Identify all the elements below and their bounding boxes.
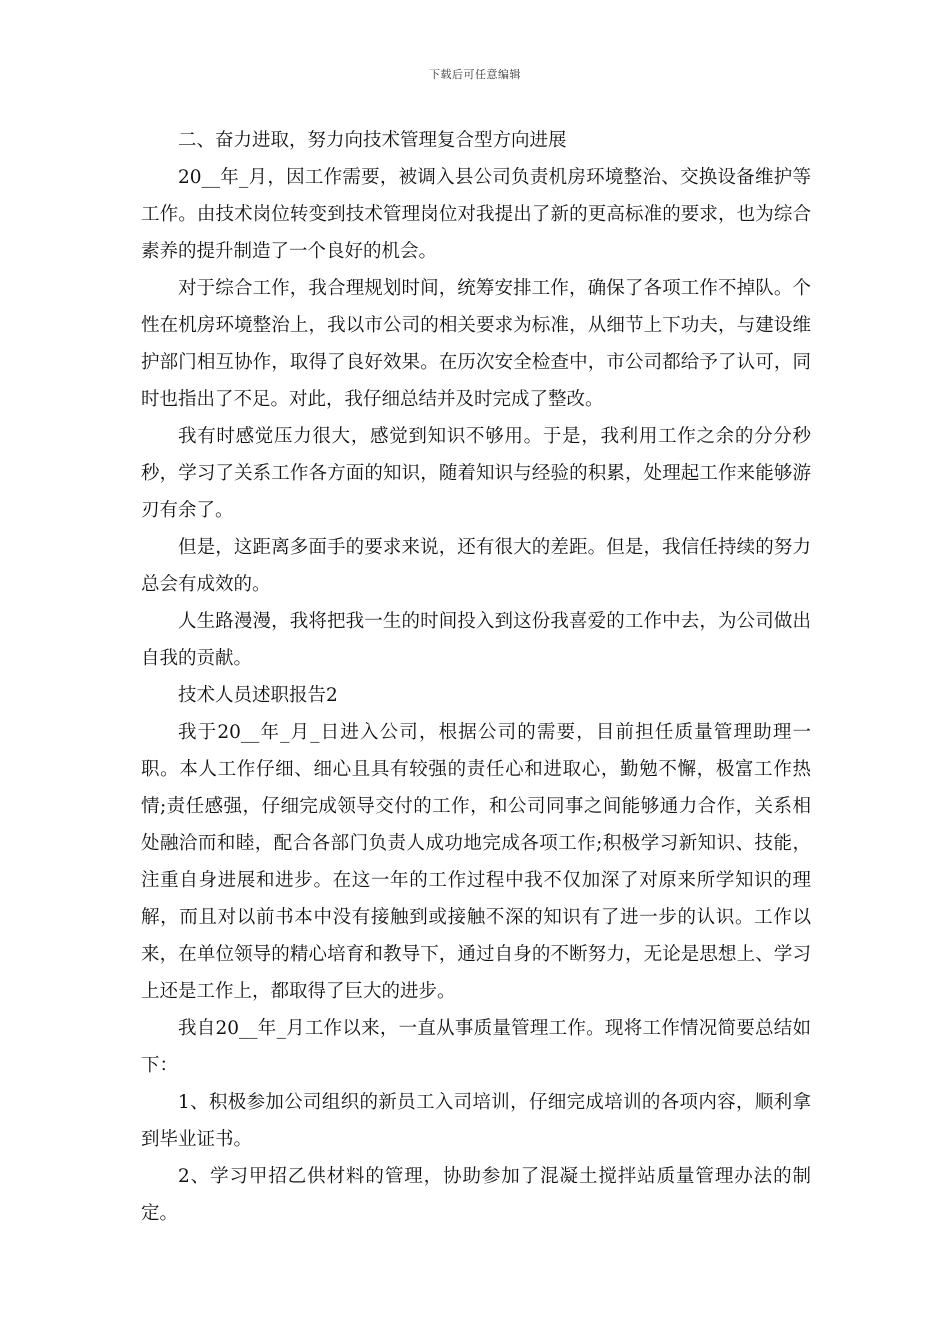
page-header-note: 下载后可任意编辑 <box>429 68 521 81</box>
paragraph: 20__年_月，因工作需要，被调入县公司负责机房环境整治、交换设备维护等工作。由技术岗位转变到技术管理岗位对我提出了新的更高标准的要求，也为综合素养的提升制造了一个良好的机会。 <box>141 167 811 262</box>
paragraph: 我有时感觉压力很大，感觉到知识不够用。于是，我利用工作之余的分分秒秒，学习了关系工作各方面的知识，随着知识与经验的积累，处理起工作来能够游刃有余了。 <box>141 426 811 521</box>
paragraph: 我自20__年_月工作以来，一直从事质量管理工作。现将工作情况简要总结如下： <box>141 1018 811 1076</box>
paragraph: 但是，这距离多面手的要求来说，还有很大的差距。但是，我信任持续的努力总会有成效的。 <box>141 537 811 595</box>
paragraph: 对于综合工作，我合理规划时间，统筹安排工作，确保了各项工作不掉队。个性在机房环境整治上，我以市公司的相关要求为标准，从细节上下功夫，与建设维护部门相互协作，取得了良好效果。在历次安全检查中，市公司都给予了认可，同时也指出了不足。对此，我仔细总结并及时完成了整改。 <box>141 278 811 410</box>
list-item: 1、积极参加公司组织的新员工入司培训，仔细完成培训的各项内容，顺利拿到毕业证书。 <box>141 1092 811 1150</box>
report-title: 技术人员述职报告2 <box>178 685 338 706</box>
list-item: 2、学习甲招乙供材料的管理，协助参加了混凝土搅拌站质量管理办法的制定。 <box>141 1166 811 1224</box>
paragraph: 人生路漫漫，我将把我一生的时间投入到这份我喜爱的工作中去，为公司做出自我的贡献。 <box>141 611 811 669</box>
paragraph: 我于20__年_月_日进入公司，根据公司的需要，目前担任质量管理助理一职。本人工作仔细、细心且具有较强的责任心和进取心，勤勉不懈，极富工作热情;责任感强，仔细完成领导交付的工作，和公司同事之间能够通力合作，关系相处融洽而和睦，配合各部门负责人成功地完成各项工作;积极学习新知识、技能，注重自身进展和进步。在这一年的工作过程中我不仅加深了对原来所学知识的理解，而且对以前书本中没有接触到或接触不深的知识有了进一步的认识。工作以来，在单位领导的精心培育和教导下，通过自身的不断努力，无论是思想上、学习上还是工作上，都取得了巨大的进步。 <box>141 722 811 1002</box>
document-body <box>141 122 811 1232</box>
section-heading: 二、奋力进取，努力向技术管理复合型方向进展 <box>178 130 567 151</box>
